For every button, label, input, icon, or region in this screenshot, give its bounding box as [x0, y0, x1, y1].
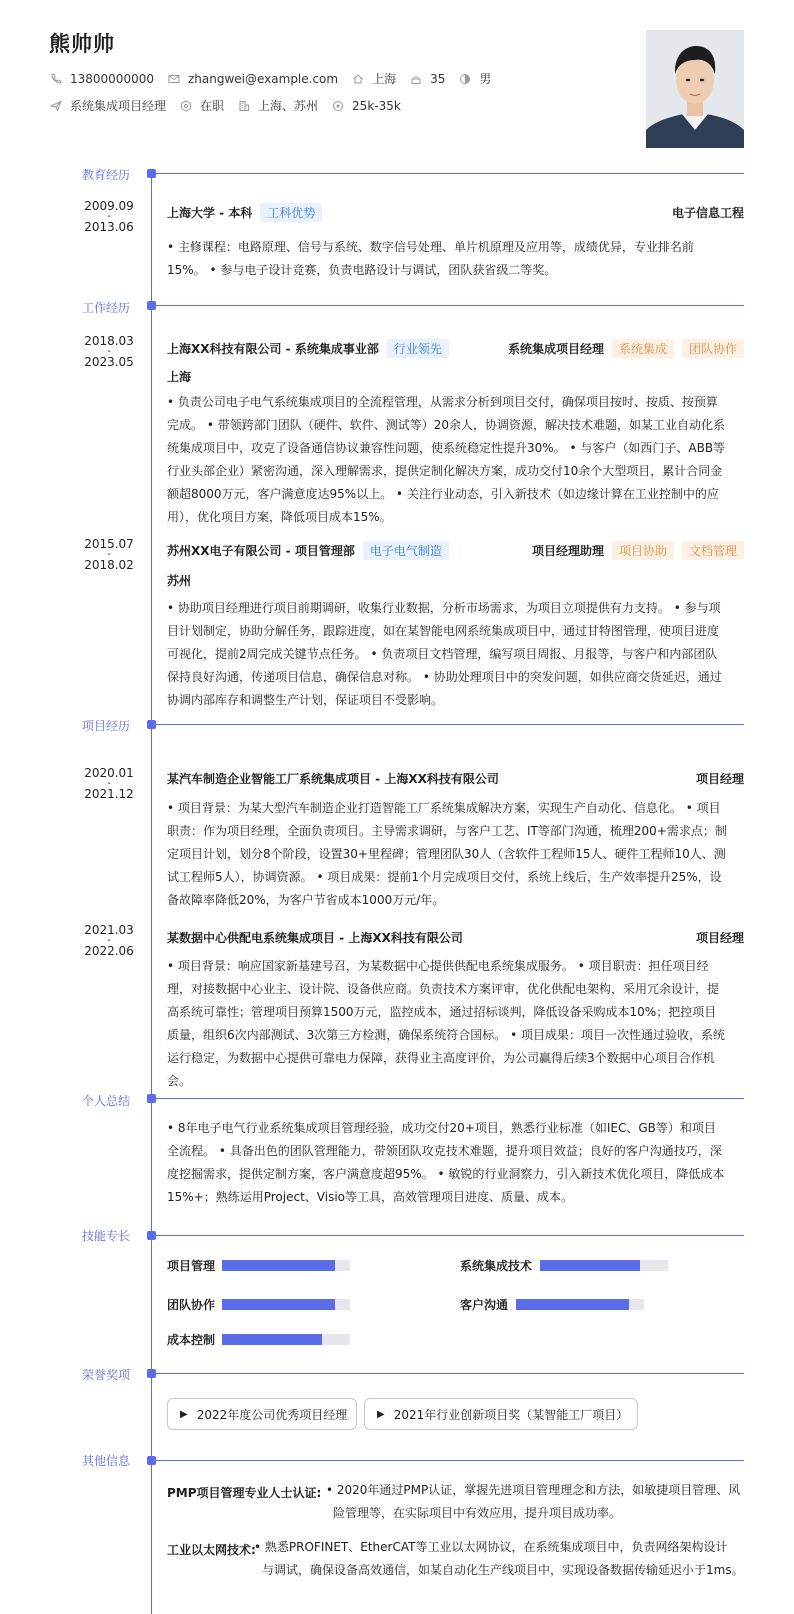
play-icon: ▶	[377, 1408, 385, 1420]
project-2-head	[167, 929, 744, 946]
skill-name: 成本控制	[167, 1333, 216, 1347]
skill-item	[460, 1296, 650, 1313]
education-tag: 工科优势	[260, 203, 322, 222]
other-2-text-line1: • 熟悉PROFINET、EtherCAT等工业以太网协议，在系统集成项目中，负责网络架构设计	[254, 1540, 728, 1554]
section-summary-dot	[147, 1094, 156, 1103]
award-label: 2021年行业创新项目奖（某智能工厂项目）	[393, 1407, 629, 1422]
section-summary-label: 个人总结	[82, 1094, 131, 1108]
project-1-title: 某汽车制造企业智能工厂系统集成项目 - 上海XX科技有限公司	[167, 772, 499, 786]
summary-text: • 8年电子电气行业系统集成项目管理经验，成功交付20+项目，熟悉行业标准（如IEC、GB等）和项目全流程。 • 具备出色的团队管理能力，带领团队攻克技术难题，提升项目效益；良好的客户沟通技巧，深度挖掘需求，提供定制方案，客户满意度超95%。 • 敏锐的行业洞察力，引入新技术优化项目，降低成本15%+；熟练运用Project、Visio等工具，高效管理项目进度、质量、成本。	[167, 1121, 725, 1204]
work-2-location: 苏州	[167, 574, 192, 588]
gender-text: 男	[479, 72, 492, 86]
phone-item	[50, 72, 154, 86]
section-other-rule	[156, 1460, 744, 1461]
skill-bar-fill	[222, 1299, 335, 1310]
building-icon	[238, 100, 250, 112]
coin-icon	[332, 100, 344, 112]
skill-name: 团队协作	[167, 1298, 216, 1312]
project-2-date: 2021.03 - 2022.06	[84, 923, 134, 958]
city-item	[352, 70, 396, 87]
section-work-rule	[156, 305, 744, 306]
phone-text: 13800000000	[70, 71, 154, 86]
work-2-head	[167, 541, 744, 560]
section-education-label: 教育经历	[82, 168, 131, 182]
salary-item	[332, 99, 401, 113]
other-1-text-line1: • 2020年通过PMP认证，掌握先进项目管理理念和方法，如敏捷项目管理、风	[326, 1483, 741, 1497]
other-2-label: 工业以太网技术:	[167, 1543, 256, 1557]
status-icon	[180, 100, 192, 112]
skill-bar	[222, 1260, 350, 1271]
project-1-date: 2020.01 - 2021.12	[84, 766, 134, 801]
phone-icon	[50, 73, 62, 85]
cake-icon	[410, 73, 422, 85]
skill-name: 客户沟通	[460, 1298, 509, 1312]
candidate-name: 熊帅帅	[49, 32, 115, 56]
skill-bar	[222, 1299, 350, 1310]
section-other-label: 其他信息	[82, 1454, 131, 1468]
status-item	[180, 97, 224, 114]
work-2-role: 项目经理助理	[531, 544, 604, 558]
skill-item	[167, 1331, 347, 1348]
section-project-rule	[156, 724, 744, 725]
mail-icon	[168, 73, 180, 85]
education-date: 2009.09 - 2013.06	[84, 199, 134, 234]
section-education-dot	[147, 169, 156, 178]
work-1-skill-tag-1: 系统集成	[612, 339, 674, 358]
other-2-text-line2: 与调试，确保设备高效通信，如某自动化生产线项目中，实现设备数据传输延迟小于1ms。	[262, 1563, 744, 1577]
section-work-dot	[147, 301, 156, 310]
gender-icon	[459, 73, 471, 85]
play-icon: ▶	[180, 1408, 188, 1420]
skill-bar	[222, 1334, 350, 1345]
email-item	[168, 72, 338, 86]
age-text: 35	[430, 71, 446, 86]
skill-item	[167, 1257, 347, 1274]
section-project-dot	[147, 720, 156, 729]
work-1-desc: • 负责公司电子电气系统集成项目的全流程管理，从需求分析到项目交付，确保项目按时、按质、按预算完成。 • 带领跨部门团队（硬件、软件、测试等）20余人，协调资源，解决技术难题，如某工业自动化系统集成项目中，攻克了设备通信协议兼容性问题，使系统稳定性提升30%。 • 与客户（如西门子、ABB等行业头部企业）紧密沟通，深入理解需求，提供定制化解决方案，成功交付10余个大型项目，累计合同金额超8000万元，客户满意度达95%以上。 • 关注行业动态，引入新技术（如边缘计算在工业控制中的应用），优化项目方案，降低项目成本15%。	[167, 395, 726, 524]
award-label: 2022年度公司优秀项目经理	[196, 1407, 348, 1422]
section-skills-rule	[156, 1235, 744, 1236]
timeline-line	[151, 170, 152, 1614]
job-text: 系统集成项目经理	[70, 99, 167, 113]
work-2-company: 苏州XX电子有限公司 - 项目管理部	[167, 544, 355, 558]
other-1-label: PMP项目管理专业人士认证:	[167, 1486, 322, 1500]
locations-text: 上海、苏州	[258, 99, 319, 113]
work-1-company: 上海XX科技有限公司 - 系统集成事业部	[167, 342, 379, 356]
work-1-date: 2018.03 - 2023.05	[84, 334, 134, 369]
salary-text: 25k-35k	[352, 98, 401, 113]
skill-item	[460, 1257, 670, 1274]
work-2-tag: 电子电气制造	[363, 541, 449, 560]
section-awards-dot	[147, 1369, 156, 1378]
project-2-desc: • 项目背景：响应国家新基建号召，为某数据中心提供供配电系统集成服务。 • 项目职责：担任项目经理，对接数据中心业主、设计院、设备供应商。负责技术方案评审，优化供配电架构，采用冗余设计，提高系统可靠性；管理项目预算1500万元，监控成本，通过招标谈判，降低设备采购成本10%；把控项目质量，组织6次内部测试、3次第三方检测，确保系统符合国标。 • 项目成果：项目一次性通过验收，系统运行稳定，为数据中心提供可靠电力保障，获得业主高度评价，为公司赢得后续3个数据中心项目合作机会。	[167, 959, 725, 1088]
work-2-skill-tag-2: 文档管理	[682, 541, 744, 560]
age-item	[410, 72, 445, 86]
education-school: 上海大学 - 本科	[167, 206, 253, 220]
section-education-rule	[156, 173, 744, 174]
other-1-text-line2: 险管理等，在实际项目中有效应用，提升项目成功率。	[333, 1506, 622, 1520]
job-item	[50, 97, 166, 114]
award-chip[interactable]	[167, 1398, 357, 1430]
job-row	[50, 97, 415, 114]
section-project-label: 项目经历	[82, 719, 131, 733]
project-1-role: 项目经理	[695, 772, 744, 786]
status-text: 在职	[200, 99, 225, 113]
locations-item	[238, 97, 318, 114]
gender-item	[459, 70, 491, 87]
send-icon	[50, 100, 62, 112]
section-summary-rule	[156, 1098, 744, 1099]
education-major: 电子信息工程	[671, 206, 744, 220]
skill-bar-fill	[540, 1260, 640, 1271]
section-other-dot	[147, 1456, 156, 1465]
work-2-skill-tag-1: 项目协助	[612, 541, 674, 560]
city-text: 上海	[372, 72, 397, 86]
skill-name: 系统集成技术	[460, 1259, 533, 1273]
skill-name: 项目管理	[167, 1259, 216, 1273]
section-awards-rule	[156, 1373, 744, 1374]
skill-bar	[516, 1299, 644, 1310]
work-1-role: 系统集成项目经理	[507, 342, 604, 356]
section-awards-label: 荣誉奖项	[82, 1368, 131, 1382]
work-2-date: 2015.07 - 2018.02	[84, 537, 134, 572]
contact-row	[50, 70, 505, 87]
skill-bar-fill	[222, 1260, 335, 1271]
skill-bar	[540, 1260, 668, 1271]
work-2-desc: • 协助项目经理进行项目前期调研，收集行业数据，分析市场需求，为项目立项提供有力支持。 • 参与项目计划制定，协助分解任务，跟踪进度，如在某智能电网系统集成项目中，通过甘特图管理，使项目进度可视化，提前2周完成关键节点任务。 • 负责项目文档管理，编写项目周报、月报等，与客户和内部团队保持良好沟通，传递项目信息，确保信息对称。 • 协助处理项目中的突发问题，如供应商交货延迟，通过协调内部库存和调整生产计划，保证项目不受影响。	[167, 601, 722, 707]
skill-item	[167, 1296, 347, 1313]
project-2-role: 项目经理	[695, 931, 744, 945]
skill-bar-fill	[222, 1334, 322, 1345]
project-1-head	[167, 770, 744, 787]
section-skills-label: 技能专长	[82, 1229, 131, 1243]
project-2-title: 某数据中心供配电系统集成项目 - 上海XX科技有限公司	[167, 931, 463, 945]
project-1-desc: • 项目背景：为某大型汽车制造企业打造智能工厂系统集成解决方案，实现生产自动化、信息化。 • 项目职责：作为项目经理，全面负责项目。主导需求调研，与客户工艺、IT等部门沟通，梳理200+需求点；制定项目计划，划分8个阶段，设置30+里程碑；管理团队30人（含软件工程师15人、硬件工程师10人、测试工程师5人），协调资源。 • 项目成果：提前1个月完成项目交付，系统上线后，生产效率提升25%，设备故障率降低20%，为客户节省成本1000万元/年。	[167, 801, 727, 907]
email-text: zhangwei@example.com	[187, 71, 339, 86]
section-work-label: 工作经历	[82, 301, 131, 315]
work-1-head	[167, 339, 744, 358]
home-icon	[352, 73, 364, 85]
profile-photo	[646, 30, 744, 148]
work-1-skill-tag-2: 团队协作	[682, 339, 744, 358]
skill-bar-fill	[516, 1299, 629, 1310]
award-chip[interactable]	[364, 1398, 638, 1430]
work-1-tag: 行业领先	[387, 339, 449, 358]
education-head	[167, 203, 744, 222]
education-desc: • 主修课程：电路原理、信号与系统、数字信号处理、单片机原理及应用等，成绩优异，专业排名前15%。 • 参与电子设计竞赛，负责电路设计与调试，团队获省级二等奖。	[167, 240, 694, 277]
work-1-location: 上海	[167, 370, 192, 384]
section-skills-dot	[147, 1231, 156, 1240]
